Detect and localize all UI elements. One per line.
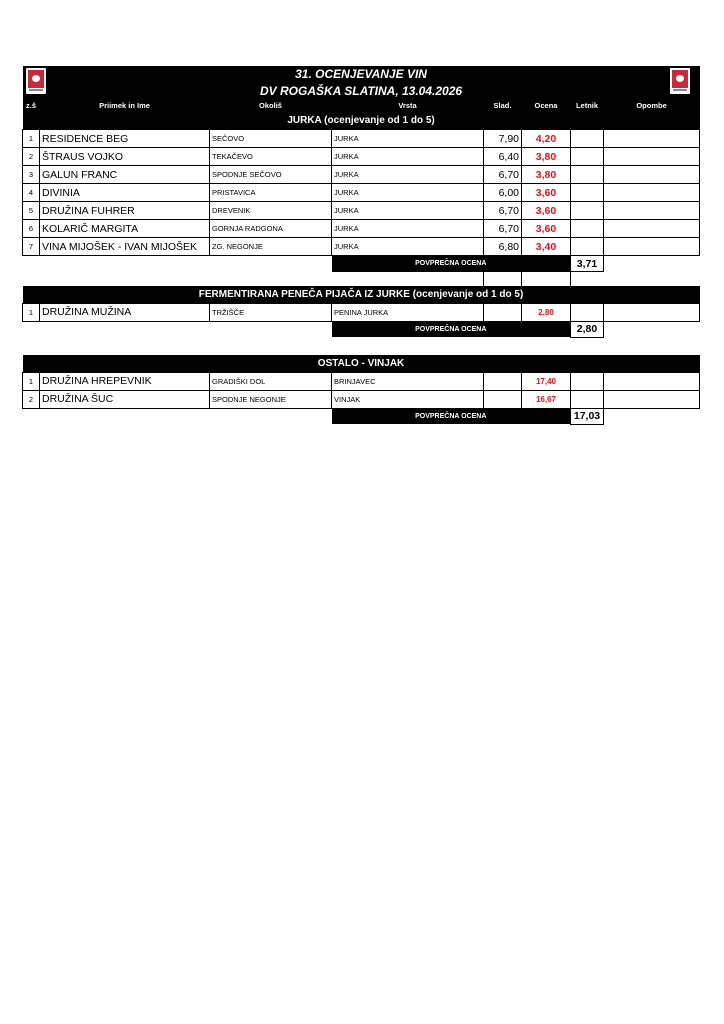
row-letnik	[571, 166, 604, 184]
row-letnik	[571, 372, 604, 390]
row-place: PRISTAVICA	[210, 184, 332, 202]
row-type: PENINA JURKA	[332, 303, 484, 321]
row-type: JURKA	[332, 238, 484, 256]
row-num: 7	[23, 238, 40, 256]
col-type: Vrsta	[332, 99, 484, 112]
row-ocena: 3,80	[522, 166, 571, 184]
average-value: 2,80	[571, 321, 604, 337]
row-slad	[484, 372, 522, 390]
row-place: SPODNJE SEČOVO	[210, 166, 332, 184]
col-slad: Slad.	[484, 99, 522, 112]
row-ocena: 3,60	[522, 184, 571, 202]
table-row	[23, 372, 700, 390]
row-type: JURKA	[332, 184, 484, 202]
row-name: KOLARIČ MARGITA	[40, 220, 210, 238]
average-label: POVPREČNA OCENA	[332, 321, 571, 337]
row-ocena: 4,20	[522, 130, 571, 148]
row-num: 3	[23, 166, 40, 184]
col-opombe: Opombe	[604, 99, 700, 112]
section-title: OSTALO - VINJAK	[23, 355, 700, 373]
average-value: 3,71	[571, 256, 604, 272]
row-letnik	[571, 130, 604, 148]
row-name: RESIDENCE BEG	[40, 130, 210, 148]
row-slad: 6,40	[484, 148, 522, 166]
row-type: JURKA	[332, 130, 484, 148]
row-slad: 6,70	[484, 202, 522, 220]
row-slad: 6,70	[484, 166, 522, 184]
club-logo-right	[670, 68, 690, 94]
row-letnik	[571, 220, 604, 238]
row-num: 5	[23, 202, 40, 220]
row-place: ZG. NEGONJE	[210, 238, 332, 256]
row-name: DRUŽINA MUŽINA	[40, 303, 210, 321]
table-row	[23, 303, 700, 321]
row-letnik	[571, 148, 604, 166]
row-num: 1	[23, 303, 40, 321]
average-row	[23, 321, 700, 337]
club-logo-left	[26, 68, 46, 94]
section-title: JURKA (ocenjevanje od 1 do 5)	[23, 112, 700, 130]
average-label: POVPREČNA OCENA	[332, 256, 571, 272]
row-opombe	[604, 220, 700, 238]
row-slad: 7,90	[484, 130, 522, 148]
title-row	[23, 66, 700, 82]
table-row	[23, 202, 700, 220]
row-name: GALUN FRANC	[40, 166, 210, 184]
row-type: JURKA	[332, 166, 484, 184]
column-header-row	[23, 99, 700, 112]
row-type: BRINJAVEC	[332, 372, 484, 390]
row-opombe	[604, 202, 700, 220]
row-letnik	[571, 184, 604, 202]
row-opombe	[604, 390, 700, 408]
section-title: FERMENTIRANA PENEČA PIJAČA IZ JURKE (ocenjevanje od 1 do 5)	[23, 286, 700, 304]
row-num: 1	[23, 372, 40, 390]
row-type: JURKA	[332, 220, 484, 238]
table-row	[23, 238, 700, 256]
row-name: DRUŽINA HREPEVNIK	[40, 372, 210, 390]
row-name: VINA MIJOŠEK - IVAN MIJOŠEK	[40, 238, 210, 256]
row-num: 6	[23, 220, 40, 238]
row-letnik	[571, 202, 604, 220]
row-ocena: 17,40	[522, 372, 571, 390]
row-ocena: 3,80	[522, 148, 571, 166]
section-header	[23, 112, 700, 130]
row-type: JURKA	[332, 148, 484, 166]
row-ocena: 3,60	[522, 220, 571, 238]
results-table	[22, 66, 700, 425]
row-place: TEKAČEVO	[210, 148, 332, 166]
table-row	[23, 390, 700, 408]
row-name: DIVINIA	[40, 184, 210, 202]
row-opombe	[604, 303, 700, 321]
col-ocena: Ocena	[522, 99, 571, 112]
row-ocena: 16,67	[522, 390, 571, 408]
row-name: DRUŽINA FUHRER	[40, 202, 210, 220]
row-slad: 6,80	[484, 238, 522, 256]
row-name: DRUŽINA ŠUC	[40, 390, 210, 408]
col-letnik: Letnik	[571, 99, 604, 112]
row-slad: 6,70	[484, 220, 522, 238]
row-place: GRADIŠKI DOL	[210, 372, 332, 390]
row-ocena: 3,60	[522, 202, 571, 220]
average-label: POVPREČNA OCENA	[332, 408, 571, 424]
row-num: 2	[23, 148, 40, 166]
row-place: SPODNJE NEGONJE	[210, 390, 332, 408]
row-opombe	[604, 238, 700, 256]
average-value: 17,03	[571, 408, 604, 424]
row-num: 1	[23, 130, 40, 148]
col-num: z.š	[23, 99, 40, 112]
row-slad	[484, 303, 522, 321]
table-row	[23, 148, 700, 166]
results-sheet	[22, 66, 699, 425]
average-row	[23, 408, 700, 424]
table-row	[23, 130, 700, 148]
row-slad	[484, 390, 522, 408]
row-opombe	[604, 166, 700, 184]
table-row	[23, 220, 700, 238]
row-place: DREVENIK	[210, 202, 332, 220]
row-ocena: 3,40	[522, 238, 571, 256]
row-opombe	[604, 372, 700, 390]
row-place: GORNJA RADGONA	[210, 220, 332, 238]
row-name: ŠTRAUS VOJKO	[40, 148, 210, 166]
row-letnik	[571, 238, 604, 256]
average-row	[23, 256, 700, 272]
row-num: 2	[23, 390, 40, 408]
row-letnik	[571, 303, 604, 321]
row-type: VINJAK	[332, 390, 484, 408]
spacer-row	[23, 272, 700, 286]
subtitle-row	[23, 82, 700, 99]
page-title: 31. OCENJEVANJE VIN	[295, 67, 427, 81]
row-opombe	[604, 148, 700, 166]
page-subtitle: DV ROGAŠKA SLATINA, 13.04.2026	[260, 83, 463, 98]
row-place: SEČOVO	[210, 130, 332, 148]
row-type: JURKA	[332, 202, 484, 220]
table-row	[23, 166, 700, 184]
section-header	[23, 286, 700, 304]
row-slad: 6,00	[484, 184, 522, 202]
row-num: 4	[23, 184, 40, 202]
row-ocena: 2,80	[522, 303, 571, 321]
row-opombe	[604, 184, 700, 202]
row-opombe	[604, 130, 700, 148]
row-letnik	[571, 390, 604, 408]
col-name: Priimek in Ime	[40, 99, 210, 112]
row-place: TRŽIŠČE	[210, 303, 332, 321]
table-row	[23, 184, 700, 202]
col-place: Okoliš	[210, 99, 332, 112]
section-header	[23, 355, 700, 373]
